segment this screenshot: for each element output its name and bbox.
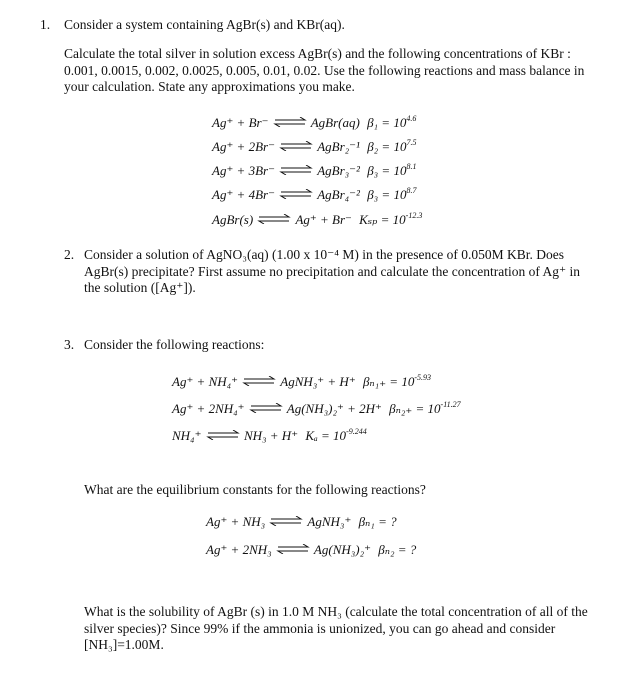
equation-exponent: -12.3 [405,211,423,220]
equation-rhs: AgBr₄⁻² [317,187,360,202]
equation-row [206,541,416,559]
question-3-number: 3. [64,337,75,352]
equation-exponent: 8.7 [406,186,417,195]
equation-lhs: Ag⁺ + 2Br⁻ [212,139,275,154]
equation-rhs: AgBr₃⁻² [317,163,360,178]
equation-rhs: Ag⁺ + Br⁻ [295,212,352,227]
equation-rhs: AgBr(aq) [310,115,360,130]
equation-lhs: Ag⁺ + 2NH₃ [206,542,272,557]
question-1-body: Calculate the total silver in solution excess AgBr(s) and the following concentrations of KBr : 0.001, 0.0015, 0.002, 0.0025, 0.005, 0.01, 0.02. Use the following reactions and mass balance in your calculation. State any approximations you make. [64,46,585,94]
equilibrium-arrow-icon [273,117,307,127]
equation-constant: β₂ = 10 [367,139,407,154]
question-3-equilibrium-prompt: What are the equilibrium constants for the following reactions? [84,482,426,497]
question-2-body: Consider a solution of AgNO₃(aq) (1.00 x 10⁻⁴ M) in the presence of 0.050M KBr. Does AgBr(s) precipitate? First assume no precipitation and calculate the concentration of Ag⁺ in the solution ([Ag⁺]). [84,247,580,295]
equation-row [212,158,416,180]
equation-rhs: AgBr₂⁻¹ [317,139,360,154]
equation-row [172,396,461,418]
equation-row [212,207,422,229]
equation-constant: β₃ = 10 [367,187,407,202]
equation-exponent: 4.6 [406,114,417,123]
equation-constant: βₙ₁ = ? [358,514,397,529]
equilibrium-arrow-icon [276,544,310,554]
equation-lhs: Ag⁺ + NH₄⁺ [172,374,239,389]
equation-constant: Kₐ = 10 [305,428,347,443]
equilibrium-arrow-icon [269,516,303,526]
equation-lhs: Ag⁺ + 2NH₄⁺ [172,401,245,416]
equation-exponent: -9.244 [346,427,367,436]
equation-lhs: Ag⁺ + NH₃ [206,514,266,529]
equilibrium-arrow-icon [242,376,276,386]
equation-row [212,182,416,204]
equilibrium-arrow-icon [279,189,313,199]
equation-row [172,369,431,391]
equation-row [172,423,367,445]
equation-rhs: Ag(NH₃)₂⁺ + 2H⁺ [286,401,382,416]
question-1-number: 1. [40,17,51,32]
equation-lhs: Ag⁺ + Br⁻ [212,115,269,130]
equation-rhs: Ag(NH₃)₂⁺ [313,542,371,557]
equation-constant: βₙ₂₊ = 10 [389,401,441,416]
equilibrium-arrow-icon [249,403,283,413]
equation-rhs: NH₃ + H⁺ [243,428,299,443]
equation-constant: β₁ = 10 [367,115,407,130]
equation-rhs: AgNH₃⁺ [307,514,352,529]
equation-rhs: AgNH₃⁺ + H⁺ [280,374,356,389]
question-3-title: Consider the following reactions: [84,337,265,352]
question-3-solubility: What is the solubility of AgBr (s) in 1.0 M NH₃ (calculate the total concentration of all of the silver species)? Since 99% if the ammonia is unionized, you can go ahead and consider [NH₃]=1.00M. [84,604,588,652]
equation-exponent: -5.93 [414,373,432,382]
equation-constant: βₙ₂ = ? [378,542,417,557]
equation-lhs: AgBr(s) [212,212,254,227]
question-2-number: 2. [64,247,75,262]
equilibrium-arrow-icon [206,430,240,440]
equation-constant: β₃ = 10 [367,163,407,178]
question-1-title: Consider a system containing AgBr(s) and KBr(aq). [64,17,345,32]
equation-row [212,110,416,132]
equilibrium-arrow-icon [257,214,291,224]
equation-lhs: Ag⁺ + 4Br⁻ [212,187,275,202]
equation-exponent: -11.27 [440,400,461,409]
equation-constant: βₙ₁₊ = 10 [362,374,415,389]
equilibrium-arrow-icon [279,165,313,175]
equilibrium-arrow-icon [279,141,313,151]
equation-row [206,513,397,531]
equation-lhs: NH₄⁺ [172,428,202,443]
equation-lhs: Ag⁺ + 3Br⁻ [212,163,275,178]
equation-constant: Kₛₚ = 10 [359,212,406,227]
equation-row [212,134,416,156]
equation-exponent: 8.1 [406,162,417,171]
equation-exponent: 7.5 [406,138,417,147]
